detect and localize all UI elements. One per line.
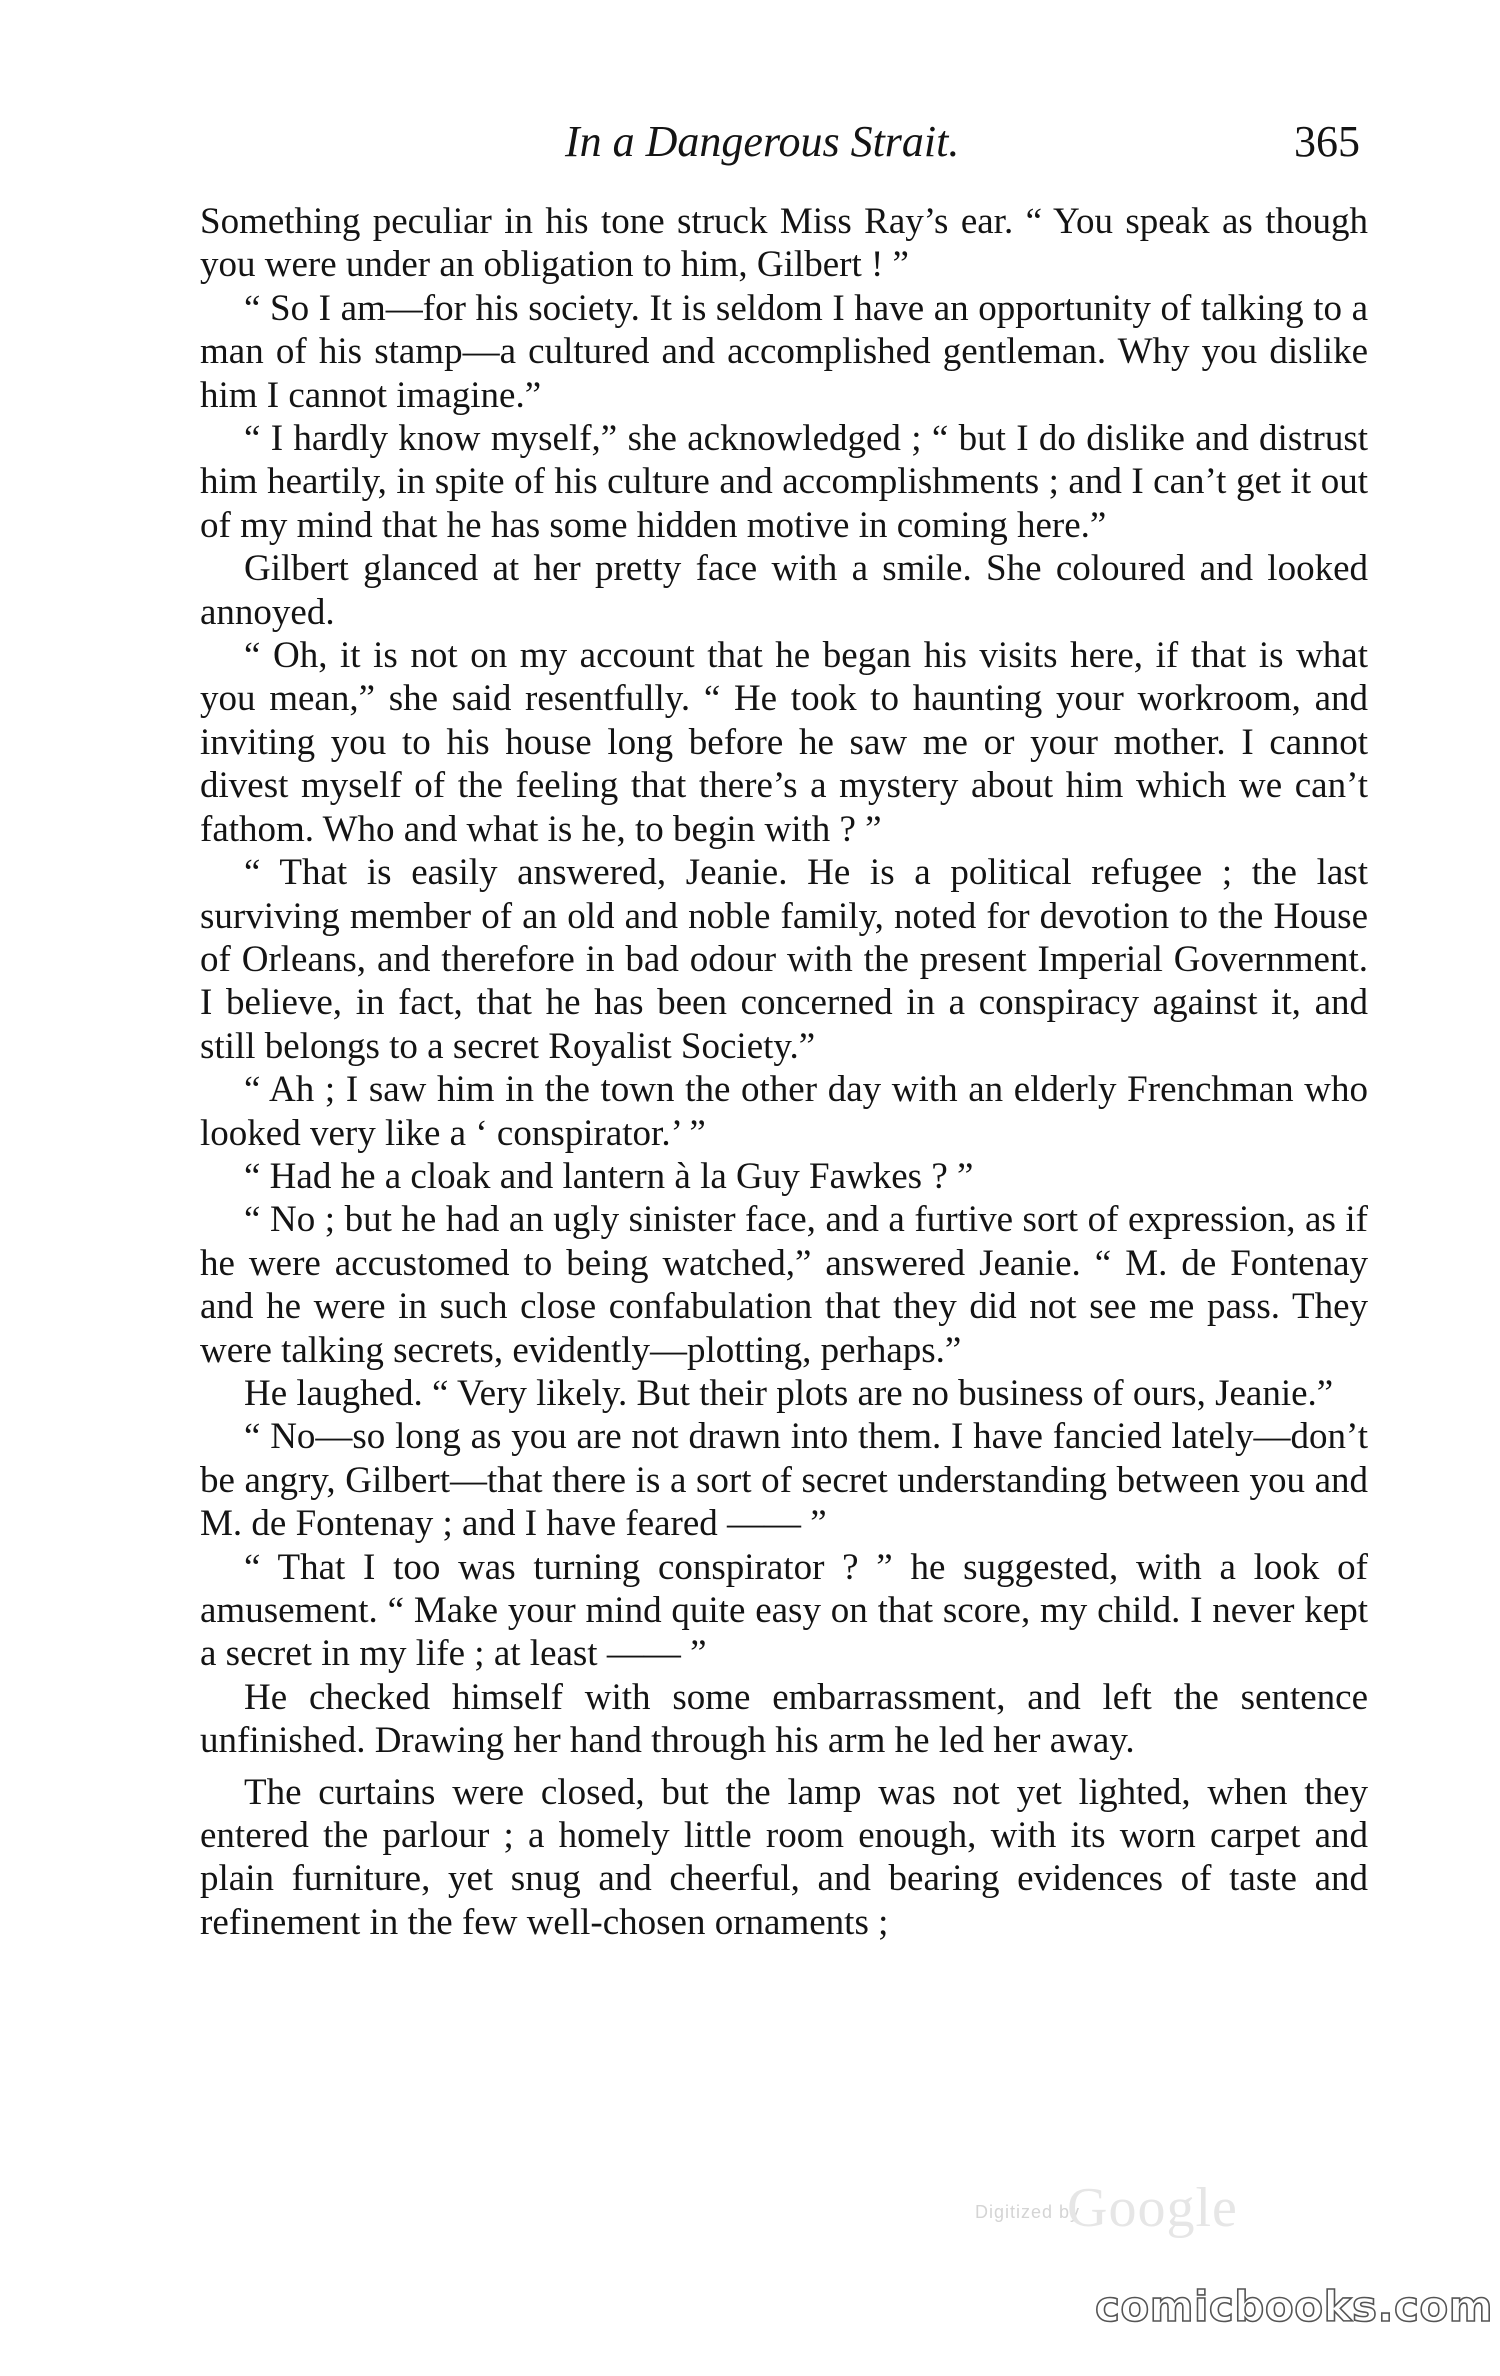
paragraph: “ So I am—for his society. It is seldom I have an opportunity of talking to a man of his stamp—a cultured and accomplished gentleman. Why you dislike him I cannot imagine.” bbox=[200, 287, 1368, 416]
paragraph: “ Had he a cloak and lantern à la Guy Fawkes ? ” bbox=[244, 1155, 974, 1197]
paragraph: “ No—so long as you are not drawn into them. I have fancied lately—don’t be angry, Gilbert—that there is a sort of secret understanding between you and M. de Fontenay ; and I have feared —— ” bbox=[200, 1416, 1368, 1545]
paragraph: The curtains were closed, but the lamp was not yet lighted, when they entered the parlour ; a homely little room enough, with its worn carpet and plain furniture, yet snug and cheerful, and bearing evidences of taste and refinement in the few well-chosen ornaments ; bbox=[200, 1771, 1368, 1943]
paragraph: “ That I too was turning conspirator ? ” he suggested, with a look of amusement. “ Make your mind quite easy on that score, my child. I never kept a secret in my life ; at least —— ” bbox=[200, 1546, 1368, 1675]
paragraph: He checked himself with some embarrassment, and left the sentence unfinished. Drawing her hand through his arm he led her away. bbox=[200, 1676, 1368, 1762]
digitized-by-text: Digitized by bbox=[975, 2202, 1081, 2222]
paragraph: “ No ; but he had an ugly sinister face, and a furtive sort of expression, as if he were accustomed to being watched,” answered Jeanie. “ M. de Fontenay and he were in such close confabulation that they did not see me pass. They were talking secrets, evidently—plotting, perhaps.” bbox=[200, 1199, 1368, 1371]
site-watermark: comicbooks.com bbox=[1095, 2282, 1493, 2331]
paragraph: He laughed. “ Very likely. But their plots are no business of ours, Jeanie.” bbox=[244, 1372, 1334, 1414]
running-title: In a Dangerous Strait. bbox=[565, 117, 960, 166]
paragraph: Something peculiar in his tone struck Miss Ray’s ear. “ You speak as though you were under an obligation to him, Gilbert ! ” bbox=[200, 201, 1368, 286]
paragraph: “ Ah ; I saw him in the town the other day with an elderly Frenchman who looked very like a ‘ conspirator.’ ” bbox=[200, 1069, 1368, 1154]
page-number: 365 bbox=[1294, 117, 1360, 166]
google-logo-text: Google bbox=[1067, 2177, 1238, 2239]
paragraph: “ I hardly know myself,” she acknowledged ; “ but I do dislike and distrust him heartily, in spite of his culture and accomplishments ; and I can’t get it out of my mind that he has some hidden motive in coming here.” bbox=[200, 418, 1368, 546]
google-watermark bbox=[975, 2177, 1295, 2240]
paragraph: “ Oh, it is not on my account that he began his visits here, if that is what you mean,” she said resentfully. “ He took to haunting your workroom, and inviting you to his house long before he saw me or your mother. I cannot divest myself of the feeling that there’s a mystery about him which we can’t fathom. Who and what is he, to begin with ? ” bbox=[200, 635, 1368, 850]
running-header bbox=[200, 112, 1360, 172]
paragraph: Gilbert glanced at her pretty face with a smile. She coloured and looked annoyed. bbox=[200, 548, 1368, 633]
body-text bbox=[200, 200, 1368, 1944]
paragraph: “ That is easily answered, Jeanie. He is a political refugee ; the last surviving member of an old and noble family, noted for devotion to the House of Orleans, and therefore in bad odour with the present Imperial Government. I believe, in fact, that he has been concerned in a conspiracy against it, and still belongs to a secret Royalist Society.” bbox=[200, 852, 1368, 1067]
